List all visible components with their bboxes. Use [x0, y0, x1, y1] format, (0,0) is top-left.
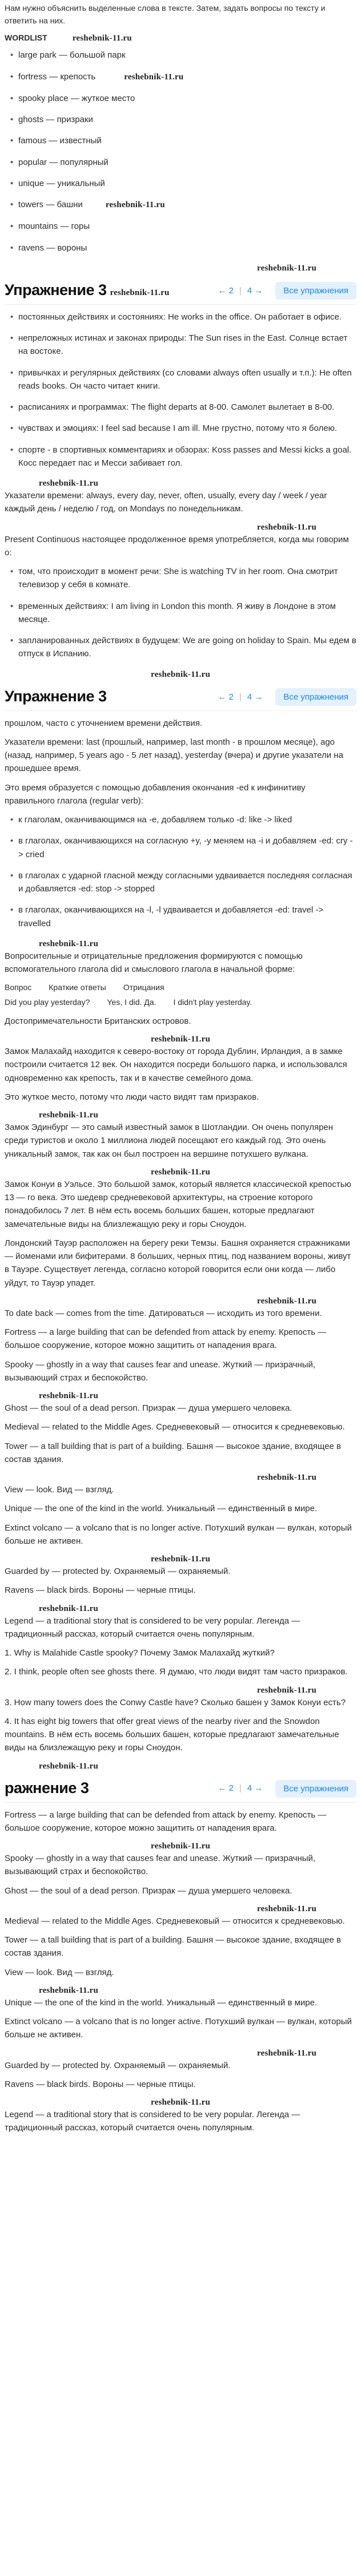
- wordlist-item: • towers — башни reshebnik-11.ru: [10, 198, 356, 212]
- rule-item: • временных действиях: I am living in London this month. Я живу в Лондоне в этом месяце.: [10, 600, 356, 627]
- rule-item: • в глаголах, оканчивающихся на согласную +y, -y меняем на -i и добавляем -ed: cry -> cried: [10, 834, 356, 861]
- wordlist-item: • large park — большой парк: [10, 49, 356, 62]
- wordlist-item: • famous — известный: [10, 134, 356, 147]
- paragraph: Guarded by — protected by. Охраняемый — охраняемый.: [5, 1566, 231, 1576]
- definition: Guarded by — protected by. Охраняемый — охраняемый.: [5, 2060, 231, 2070]
- paragraph: Замок Эдинбург — это самый известный замок в Шотландии. Он очень популярен среди туристов и около 1 миллиона людей посещают его каждый год. Это очень уникальный замок, так как он был построен на вершине потухшего вулкана.: [5, 1123, 334, 1159]
- paragraph: Medieval — related to the Middle Ages. Средневековый — относится к средневековью.: [5, 1422, 345, 1432]
- rule-item: • чувствах и эмоциях: I feel sad because I am ill. Мне грустно, потому что я болею.: [10, 422, 356, 435]
- translation-section: Достопримечательности Британских островов. reshebnik-11.ru Замок Малахайд находится к северо-востоку от города Дублин, Ирландия, а в замке построили считается 12 век. Он находится посреди большого парка, и использовался одновременно как крепость, так и в качестве семейного дома. Это жуткое место, потому что люди часто видят там призраков. reshebnik-11.ru Замок Эдинбург — это самый известный замок в Шотландии. Он очень популярен среди туристов и около 1 миллиона людей посещают его каждый год. Это очень уникальный замок, так как он был построен на вершине потухшего вулкана. reshebnik-11.ru Замок Конуи в Уэльсе. Это большой замок, который является классической крепостью 13 — го века. Это шедевр средневековой архитектуры, на строение которого понадобилось 7 лет. В нём есть восемь больших башен, которые предлагают замечательные виды на близлежащую реку и горы Сноудон. Лондонский Тауэр расположен на берегу реки Темзы. Башня охраняется стражниками — йоменами или бифитерами. 8 больших, черных птиц, под названием вороны, живут в Тауэре. Существует легенда, согласно которой говорится если они когда — либо уйдут, то Тауэр упадет. reshebnik-11.ru To date back — comes from the time. Датироваться — исходить из того времени. Fortress — a large building that can be defended from attack by enemy. Крепость — большое сооружение, которое можно защитить от нападения врага. Spooky — ghostly in a way that causes fear and unease. Жуткий — призрачный, вызывающий страх и беспокойство. reshebnik-11.ru Ghost — the soul of a dead person. Призрак — душа умершего человека. Medieval — related to the Middle Ages. Средневековый — относится к средневековью. Tower — a tall building that is part of a building. Башня — высокое здание, входящее в состав здания. reshebnik-11.ru View — look. Вид — взгляд. Unique — the one of the kind in the world. Уникальный — единственный в мире. Extinct volcano — a volcano that is no longer active. Потухший вулкан — вулкан, который больше не активен. reshebnik-11.ru Guarded by — protected by. Охраняемый — охраняемый. Ravens — black birds. Вороны — черные птицы. reshebnik-11.ru Legend — a traditional story that is considered to be very popular. Легенда — традиционный рассказ, который считается очень популярным. 1. Why is Malahide Castle spooky? Почему Замок Малахайд жуткий? 2. I think, people often see ghosts there. Я думаю, что люди видят там часто призраков. reshebnik-11.ru 3. How many towers does the Conwy Castle have? Сколько башен у Замок Конуи есть? 4. It has eight big towers that offer great views of the nearby river and the Snowdon mountains. В нём есть восемь больших башен, которые предлагают замечательные виды на близлежащую реку и горы Сноудон.: [0, 1015, 361, 1755]
- answer: 4. It has eight big towers that offer great views of the nearby river and the Snowdon mountains. В нём есть восемь больших башен, которые предлагают замечательные виды на близлежащую реку и горы Сноудон.: [5, 1716, 339, 1753]
- wordlist-item: • spooky place — жуткое место: [10, 92, 356, 105]
- all-exercises-button[interactable]: Все упражнения: [275, 1780, 356, 1798]
- wordlist-item: • fortress — крепость reshebnik-11.ru: [10, 70, 356, 84]
- question: 3. How many towers does the Conwy Castle have? Сколько башен у Замок Конуи есть?: [5, 1697, 346, 1707]
- next-exercise-link[interactable]: 4 →: [247, 1783, 263, 1794]
- paragraph: Extinct volcano — a volcano that is no longer active. Потухший вулкан — вулкан, который больше не активен.: [5, 1523, 352, 1546]
- wordlist-title: WORDLIST: [5, 33, 47, 43]
- paragraph: To date back — comes from the time. Датироваться — исходить из того времени.: [5, 1308, 322, 1318]
- next-exercise-link[interactable]: 4 →: [247, 692, 263, 702]
- all-exercises-button[interactable]: Все упражнения: [275, 688, 356, 706]
- prev-exercise-link[interactable]: ← 2: [218, 285, 234, 296]
- grammar-table-head: Вопрос Краткие ответы Отрицания: [5, 983, 165, 992]
- prev-exercise-link[interactable]: ← 2: [218, 1783, 234, 1794]
- definition: Ravens — black birds. Вороны — черные птицы.: [5, 2079, 196, 2089]
- definition: View — look. Вид — взгляд.: [5, 1967, 114, 1977]
- exercise-title: Упражнение 3: [5, 688, 107, 705]
- definition: Medieval — related to the Middle Ages. Средневековый — относится к средневековью.: [5, 1916, 345, 1926]
- paragraph: Ravens — black birds. Вороны — черные птицы.: [5, 1585, 196, 1596]
- present-simple-section: • постоянных действиях и состояниях: He works in the office. Он работает в офисе. • непреложных истинах и законах природы: The Sun rises in the East. Солнце встает на востоке. • привычках и регулярных действиях (со словами always often usually и т.п.): He often reads books. Он часто читает книги. • расписаниях и программах: The flight departs at 8-00. Самолет вылетает в 8-00. • чувствах и эмоциях: I feel sad because I am ill. Мне грустно, потому что я болею. • спорте - в спортивных комментариях и обзорах: Koss passes and Messi kicks a goal. Косс передает пас и Месси забивает гол. reshebnik-11.ru Указатели времени: always, every day, never, often, usually, every day / week / year каждый день / неделю / год, on Mondays по понедельникам. reshebnik-11.ru Present Continuous настоящее продолженное время употребляется, когда мы говорим о: • том, что происходит в момент речи: She is watching TV in her room. Она смотрит телевизор у себя в комнате. • временных действиях: I am living in London this month. Я живу в Лондоне в этом месяце. • запланированных действиях в будущем: We are going on holiday to Spain. Мы едем в отпуск в Испанию.: [0, 310, 361, 661]
- paragraph: Ghost — the soul of a dead person. Призрак — душа умершего человека.: [5, 1403, 292, 1413]
- paragraph: Это время образуется с помощью добавления окончания -ed к инфинитиву правильного глагола (regular verb):: [5, 782, 306, 806]
- final-definitions: Fortress — a large building that can be defended from attack by enemy. Крепость — большое сооружение, которое можно защитить от нападения врага. reshebnik-11.ru Spooky — ghostly in a way that causes fear and unease. Жуткий — призрачный, вызывающий страх и беспокойство. Ghost — the soul of a dead person. Призрак — душа умершего человека. reshebnik-11.ru Medieval — related to the Middle Ages. Средневековый — относится к средневековью. Tower — a tall building that is part of a building. Башня — высокое здание, входящее в состав здания. View — look. Вид — взгляд. reshebnik-11.ru Unique — the one of the kind in the world. Уникальный — единственный в мире. Extinct volcano — a volcano that is no longer active. Потухший вулкан — вулкан, который больше не активен. reshebnik-11.ru Guarded by — protected by. Охраняемый — охраняемый. Ravens — black birds. Вороны — черные птицы. reshebnik-11.ru Legend — a traditional story that is considered to be very popular. Легенда — традиционный рассказ, который считается очень популярным.: [0, 1808, 361, 2146]
- rule-item: • том, что происходит в момент речи: She is watching TV in her room. Она смотрит телевизор у себя в комнате.: [10, 565, 356, 592]
- grammar-table-row: Did you play yesterday? Yes, I did. Да. I didn't play yesterday.: [5, 998, 252, 1007]
- present-continuous-intro: Present Continuous настоящее продолженное время употребляется, когда мы говорим о:: [5, 534, 349, 558]
- rule-item: • спорте - в спортивных комментариях и обзорах: Koss passes and Messi kicks a goal. Косс передает пас и Месси забивает гол.: [10, 443, 356, 470]
- paragraph: Замок Малахайд находится к северо-востоку от города Дублин, Ирландия, а в замке построили считается 12 век. Он находится посреди большого парка, и использовался одновременно как крепость, так и в качестве семейного дома.: [5, 1047, 347, 1083]
- paragraph: Fortress — a large building that can be defended from attack by enemy. Крепость — большое сооружение, которое можно защитить от нападения врага.: [5, 1327, 327, 1351]
- definition: Tower — a tall building that is part of a building. Башня — высокое здание, входящее в состав здания.: [5, 1935, 341, 1959]
- paragraph: Лондонский Тауэр расположен на берегу реки Темзы. Башня охраняется стражниками — йоменами или бифитерами. 8 больших, черных птиц, под названием вороны, живут в Тауэре. Существует легенда, согласно которой говорится если они когда — либо уйдут, то Тауэр упадет.: [5, 1238, 351, 1288]
- paragraph: View — look. Вид — взгляд.: [5, 1485, 114, 1495]
- paragraph: Это жуткое место, потому что люди часто видят там призраков.: [5, 1092, 259, 1102]
- paragraph: прошлом, часто с уточнением времени действия.: [5, 718, 203, 728]
- definition: Ghost — the soul of a dead person. Призрак — душа умершего человека.: [5, 1885, 292, 1896]
- exercise-title: ражнение 3: [5, 1779, 89, 1797]
- time-markers: Указатели времени: always, every day, never, often, usually, every day / week / year каждый день / неделю / год, on Mondays по понедельникам.: [5, 491, 327, 514]
- paragraph: Spooky — ghostly in a way that causes fear and unease. Жуткий — призрачный, вызывающий страх и беспокойство.: [5, 1359, 316, 1383]
- past-simple-section: прошлом, часто с уточнением времени действия. Указатели времени: last (прошлый, например, last month - в прошлом месяце), ago (назад, например, 5 years ago - 5 лет назад), yesterday (вчера) и другие указатели на прошедшее время. Это время образуется с помощью добавления окончания -ed к инфинитиву правильного глагола (regular verb): • к глаголам, оканчивающимся на -e, добавляем только -d: like -> liked • в глаголах, оканчивающихся на согласную +y, -y меняем на -i и добавляем -ed: cry -> cried • в глаголах с ударной гласной между согласными удваивается последняя согласная и добавляется -ed: stop -> stopped • в глаголах, оканчивающихся на -l, -l удваивается и добавляется -ed: travel -> travelled reshebnik-11.ru Вопросительные и отрицательные предложения формируются с помощью вспомогательного глагола did и смыслового глагола в начальной форме: Вопрос Краткие ответы Отрицания Did you play yesterday? Yes, I did. Да. I didn't play yesterday.: [0, 717, 361, 1009]
- definition: Fortress — a large building that can be defended from attack by enemy. Крепость — большое сооружение, которое можно защитить от нападения врага.: [5, 1810, 327, 1833]
- paragraph: Замок Конуи в Уэльсе. Это большой замок, который является классической крепостью 13 — го века. Это шедевр средневековой архитектуры, на строение которого понадобилось 7 лет. В нём есть восемь больших башен, которые предлагают замечательные виды на близлежащую реку и горы Сноудон.: [5, 1179, 351, 1229]
- rule-item: • в глаголах, оканчивающихся на -l, -l удваивается и добавляется -ed: travel -> travelled: [10, 903, 356, 930]
- intro-section: [0, 2, 361, 255]
- all-exercises-button[interactable]: Все упражнения: [275, 282, 356, 300]
- time-markers: Указатели времени: last (прошлый, например, last month - в прошлом месяце), ago (назад, например, 5 years ago - 5 лет назад), yesterday (вчера) и другие указатели на прошедшее время.: [5, 737, 343, 774]
- definition: Unique — the one of the kind in the world. Уникальный — единственный в мире.: [5, 1997, 318, 2008]
- wordlist-item: • mountains — горы: [10, 220, 356, 233]
- page: Нам нужно объяснить выделенные слова в тексте. Затем, задать вопросы по тексту и ответить на них. WORDLIST reshebnik-11.ru • large park — большой парк • fortress — крепость reshebnik-11.ru • spooky place — жуткое место • ghosts — призраки • famous — известный • popular — популярный • unique — уникальный • towers — башни reshebnik-11.ru • mountains — горы • ravens — вороны reshebnik-11.ru Упражнение 3 reshebnik-11.ru ← 2 | 4 → Все упражнения • постоянных действиях и состояниях: He works in the office. Он работает в офисе. • непреложных истинах и законах природы: The Sun rises in the East. Солнце встает на востоке. • привычках и регулярных действиях (со словами always often usually и т.п.): He often reads books. Он часто читает книги. • расписаниях и программах: The flight departs at 8-00. Самолет вылетает в 8-00. • чувствах и эмоциях: I feel sad because I am ill. Мне грустно, потому что я болею. • спорте - в спортивных комментариях и обзорах: Koss passes and Messi kicks a goal. Косс передает пас и Месси забивает гол. reshebnik-11.ru Указатели времени: always, every day, never, often, usually, every day / week / year каждый день / неделю / год, on Mondays по понедельникам. reshebnik-11.ru Present Continuous настоящее продолженное время употребляется, когда мы говорим о: • том, что происходит в момент речи: She is watching TV in her room. Она смотрит телевизор у себя в комнате. • временных действиях: I am living in London this month. Я живу в Лондоне в этом месяце. • запланированных действиях в будущем: We are going on holiday to Spain. Мы едем в отпуск в Испанию. reshebnik-11.ru Упражнение 3 ← 2 | 4 → Все упражнения прошлом, часто с уточнением времени действия. Указатели времени: last (прошлый, например, last month - в прошлом месяце), ago (назад, например, 5 years ago - 5 лет назад), yesterday (вчера) и другие указатели на прошедшее время. Это время образуется с помощью добавления окончания -ed к инфинитиву правильного глагола (regular verb): • к глаголам, оканчивающимся на -e, добавляем только -d: like -> liked • в глаголах, оканчивающихся на согласную +y, -y меняем на -i и добавляем -ed: cry -> cried • в глаголах с ударной гласной между согласными удваивается последняя согласная и добавляется -ed: stop -> stopped • в глаголах, оканчивающихся на -l, -l удваивается и добавляется -ed: travel -> travelled reshebnik-11.ru Вопросительные и отрицательные предложения формируются с помощью вспомогательного глагола did и смыслового глагола в начальной форме: Вопрос Краткие ответы Отрицания Did you play yesterday? Yes, I did. Да. I didn't play yesterday. Достопримечательности Британских островов. reshebnik-11.ru Замок Малахайд находится к северо-востоку от города Дублин, Ирландия, а в замке построили считается 12 век. Он находится посреди большого парка, и использовался одновременно как крепость, так и в качестве семейного дома. Это жуткое место, потому что люди часто видят там призраков. reshebnik-11.ru Замок Эдинбург — это самый известный замок в Шотландии. Он очень популярен среди туристов и около 1 миллиона людей посещают его каждый год. Это очень уникальный замок, так как он был построен на вершине потухшего вулкана. reshebnik-11.ru Замок Конуи в Уэльсе. Это большой замок, который является классической крепостью 13 — го века. Это шедевр средневековой архитектуры, на строение которого понадобилось 7 лет. В нём есть восемь больших башен, которые предлагают замечательные виды на близлежащую реку и горы Сноудон. Лондонский Тауэр расположен на берегу реки Темзы. Башня охраняется стражниками — йоменами или бифитерами. 8 больших, черных птиц, под названием вороны, живут в Тауэре. Существует легенда, согласно которой говорится если они когда — либо уйдут, то Тауэр упадет. reshebnik-11.ru To date back — comes from the time. Датироваться — исходить из того времени. Fortress — a large building that can be defended from attack by enemy. Крепость — большое сооружение, которое можно защитить от нападения врага. Spooky — ghostly in a way that causes fear and unease. Жуткий — призрачный, вызывающий страх и беспокойство. reshebnik-11.ru Ghost — the soul of a dead person. Призрак — душа умершего человека. Medieval — related to the Middle Ages. Средневековый — относится к средневековью. Tower — a tall building that is part of a building. Башня — высокое здание, входящее в состав здания. reshebnik-11.ru View — look. Вид — взгляд. Unique — the one of the kind in the world. Уникальный — единственный в мире. Extinct volcano — a volcano that is no longer active. Потухший вулкан — вулкан, который больше не активен. reshebnik-11.ru Guarded by — protected by. Охраняемый — охраняемый. Ravens — black birds. Вороны — черные птицы. reshebnik-11.ru Legend — a traditional story that is considered to be very popular. Легенда — традиционный рассказ, который считается очень популярным. 1. Why is Malahide Castle spooky? Почему Замок Малахайд жуткий? 2. I think, people often see ghosts there. Я думаю, что люди видят там часто призраков. reshebnik-11.ru 3. How many towers does the Conwy Castle have? Сколько башен у Замок Конуи есть? 4. It has eight big towers that offer great views of the nearby river and the Snowdon mountains. В нём есть восемь больших башен, которые предлагают замечательные виды на близлежащую реку и горы Сноудон. reshebnik-11.ru ражнение 3 ← 2 | 4 → Все упражнения Fortress — a large building that can be defended from attack by enemy. Крепость — большое сооружение, которое можно защитить от нападения врага. reshebnik-11.ru Spooky — ghostly in a way that causes fear and unease. Жуткий — призрачный, вызывающий страх и беспокойство. Ghost — the soul of a dead person. Призрак — душа умершего человека. reshebnik-11.ru Medieval — related to the Middle Ages. Средневековый — относится к средневековью. Tower — a tall building that is part of a building. Башня — высокое здание, входящее в состав здания. View — look. Вид — взгляд. reshebnik-11.ru Unique — the one of the kind in the world. Уникальный — единственный в мире. Extinct volcano — a volcano that is no longer active. Потухший вулкан — вулкан, который больше не активен. reshebnik-11.ru Guarded by — protected by. Охраняемый — охраняемый. Ravens — black birds. Вороны — черные птицы. reshebnik-11.ru Legend — a traditional story that is considered to be very popular. Легенда — традиционный рассказ, который считается очень популярным.: [0, 2, 361, 2146]
- definition: Legend — a traditional story that is considered to be very popular. Легенда — традиционный рассказ, который считается очень популярным.: [5, 2110, 300, 2133]
- wordlist-item: • ravens — вороны: [10, 241, 356, 255]
- exercise-nav-bar: Упражнение 3 reshebnik-11.ru ← 2 | 4 → Все упражнения: [5, 277, 356, 305]
- rule-item: • непреложных истинах и законах природы: The Sun rises in the East. Солнце встает на востоке.: [10, 332, 356, 358]
- rule-item: • привычках и регулярных действиях (со словами always often usually и т.п.): He often reads books. Он часто читает книги.: [10, 366, 356, 393]
- definition: Spooky — ghostly in a way that causes fear and unease. Жуткий — призрачный, вызывающий страх и беспокойство.: [5, 1854, 316, 1877]
- intro-text: Нам нужно объяснить выделенные слова в тексте. Затем, задать вопросы по тексту и ответить на них.: [5, 3, 326, 25]
- next-exercise-link[interactable]: 4 →: [247, 285, 263, 296]
- rule-item: • к глаголам, оканчивающимся на -e, добавляем только -d: like -> liked: [10, 813, 356, 826]
- paragraph: Tower — a tall building that is part of a building. Башня — высокое здание, входящее в состав здания.: [5, 1441, 341, 1464]
- wordlist: [5, 49, 356, 255]
- paragraph: Достопримечательности Британских островов.: [5, 1016, 191, 1026]
- exercise-title: Упражнение 3: [5, 281, 107, 299]
- exercise-nav-bar: Упражнение 3 ← 2 | 4 → Все упражнения: [5, 684, 356, 711]
- paragraph: Вопросительные и отрицательные предложения формируются с помощью вспомогательного глагола did и смыслового глагола в начальной форме:: [5, 951, 303, 975]
- paragraph: Unique — the one of the kind in the world. Уникальный — единственный в мире.: [5, 1504, 318, 1514]
- definition: Extinct volcano — a volcano that is no longer active. Потухший вулкан — вулкан, который больше не активен.: [5, 2017, 352, 2040]
- wordlist-item: • ghosts — призраки: [10, 113, 356, 126]
- rule-item: • в глаголах с ударной гласной между согласными удваивается последняя согласная и добавляется -ed: stop -> stopped: [10, 869, 356, 896]
- question: 1. Why is Malahide Castle spooky? Почему Замок Малахайд жуткий?: [5, 1648, 275, 1658]
- rule-item: • постоянных действиях и состояниях: He works in the office. Он работает в офисе.: [10, 310, 356, 324]
- rule-item: • запланированных действиях в будущем: We are going on holiday to Spain. Мы едем в отпуск в Испанию.: [10, 634, 356, 661]
- rule-item: • расписаниях и программах: The flight departs at 8-00. Самолет вылетает в 8-00.: [10, 401, 356, 414]
- paragraph: Legend — a traditional story that is considered to be very popular. Легенда — традиционный рассказ, который считается очень популярным.: [5, 1616, 300, 1639]
- answer: 2. I think, people often see ghosts there. Я думаю, что люди видят там часто призраков.: [5, 1667, 348, 1677]
- watermark: reshebnik-11.ru: [72, 34, 132, 43]
- wordlist-item: • popular — популярный: [10, 156, 356, 169]
- exercise-nav-bar: ражнение 3 ← 2 | 4 → Все упражнения: [5, 1775, 356, 1803]
- wordlist-item: • unique — уникальный: [10, 177, 356, 190]
- prev-exercise-link[interactable]: ← 2: [218, 692, 234, 702]
